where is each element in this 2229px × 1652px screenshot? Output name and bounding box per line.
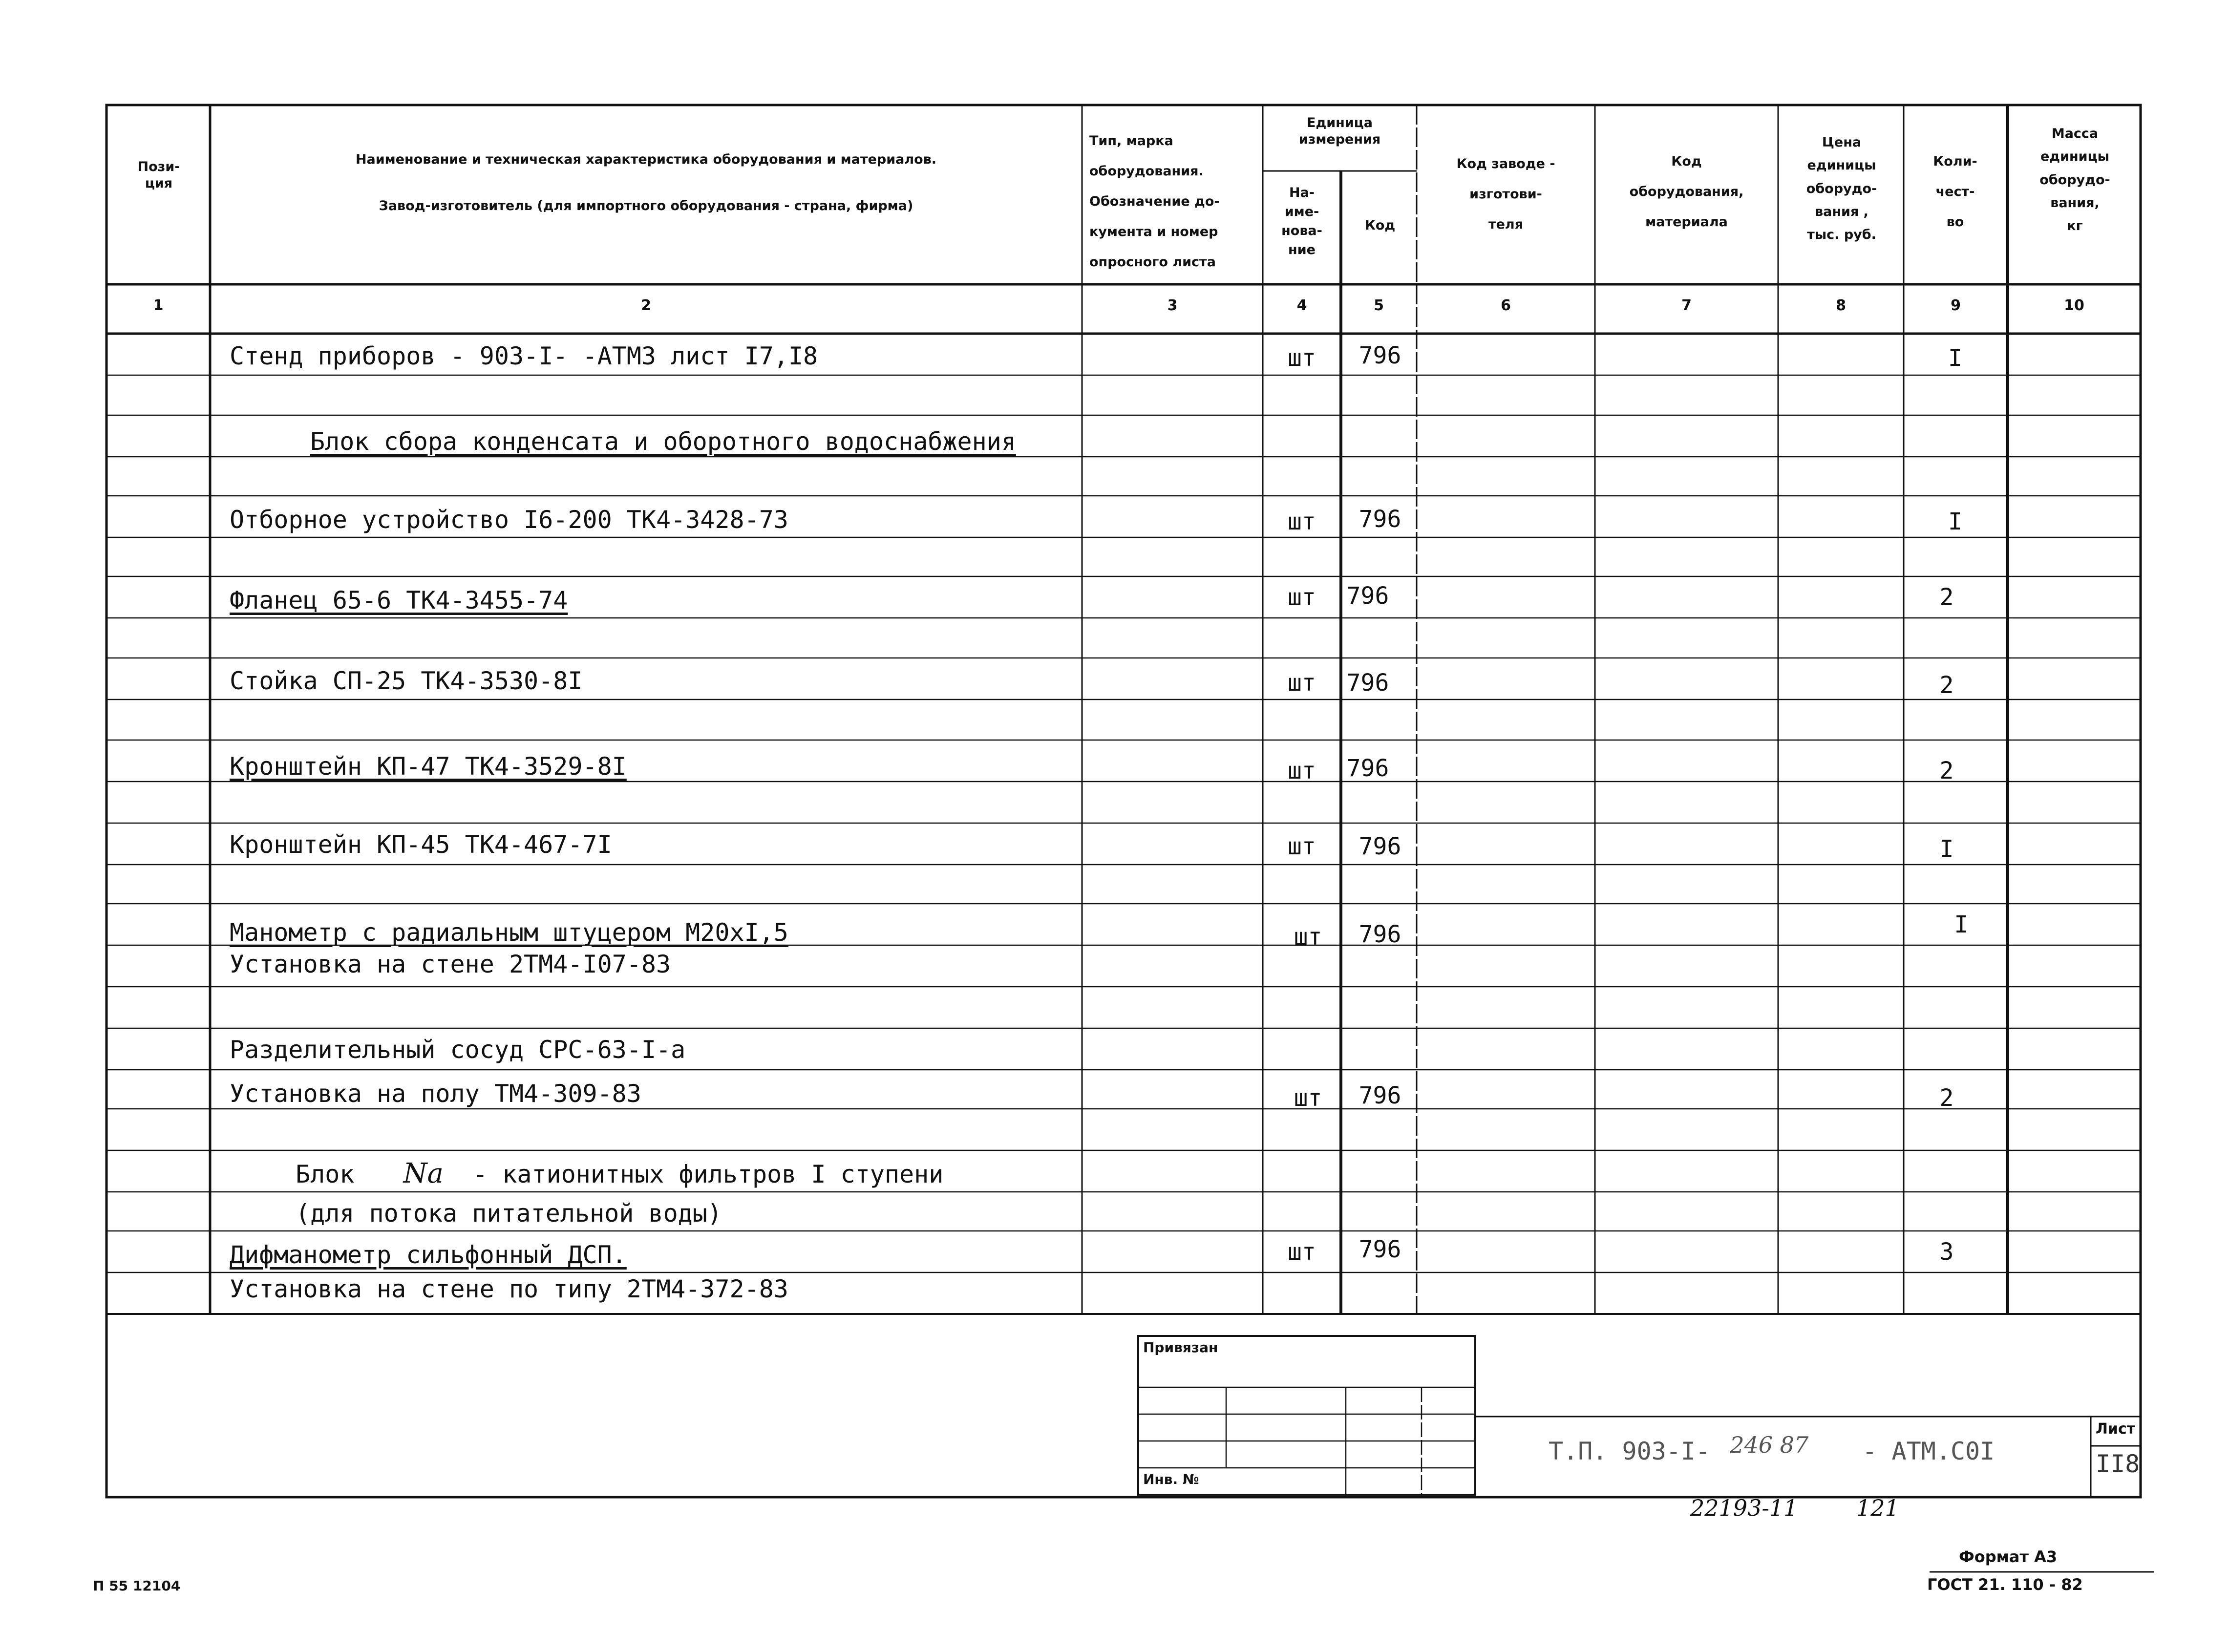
header-type-line: оборудования. — [1089, 164, 1204, 179]
block-heading — [296, 1158, 943, 1189]
section-heading: Блок сбора конденсата и оборотного водоснабжения — [310, 427, 1016, 456]
block-heading-suffix: - катионитных фильтров I ступени — [473, 1160, 944, 1188]
row-unit-code: 796 — [1359, 1082, 1401, 1109]
row-unit: шт — [1294, 1084, 1322, 1112]
row-unit-code: 796 — [1359, 921, 1401, 948]
row-unit: шт — [1294, 923, 1322, 951]
header-quantity: Коли- чест- во — [1933, 154, 1977, 230]
header-equipment-code: Код оборудования, материала — [1629, 154, 1744, 230]
row-description: Дифманометр сильфонный ДСП. — [230, 1241, 627, 1269]
row-unit-code: 796 — [1359, 1236, 1401, 1263]
row-unit: шт — [1288, 1238, 1316, 1266]
header-manufacturer-code: Код заводе - изготови- теля — [1456, 156, 1555, 233]
row-quantity: I — [1954, 911, 1969, 938]
row-unit-code: 796 — [1346, 755, 1389, 782]
column-number: 9 — [1951, 297, 1961, 314]
header-unit-code: Код — [1364, 218, 1396, 233]
row-quantity: I — [1939, 835, 1954, 863]
row-unit-code: 796 — [1359, 342, 1401, 369]
header-type-line: кумента и номер — [1089, 224, 1218, 239]
row-description: (для потока питательной воды) — [296, 1199, 722, 1228]
sodium-symbol: Na — [403, 1158, 444, 1189]
handwritten-number: 22193-11 — [1690, 1495, 1798, 1521]
row-quantity: I — [1948, 508, 1962, 535]
header-type — [1089, 126, 1260, 277]
row-description: Фланец 65-6 ТК4-3455-74 — [230, 586, 568, 614]
row-unit: шт — [1288, 757, 1316, 784]
row-description: Стойка СП-25 ТК4-3530-8I — [230, 667, 583, 695]
row-quantity: 3 — [1939, 1238, 1954, 1266]
header-type-line: Обозначение до- — [1089, 194, 1220, 209]
doc-hand-number: 246 87 — [1730, 1432, 1809, 1458]
row-description: Установка на полу ТМ4-309-83 — [230, 1080, 641, 1108]
row-quantity: 2 — [1939, 584, 1954, 611]
row-quantity: I — [1948, 344, 1962, 372]
header-name-line2: Завод-изготовитель (для импортного оборудования - страна, фирма) — [379, 198, 913, 213]
format-label: Формат А3 — [1959, 1547, 2058, 1566]
handwritten-page: 121 — [1856, 1495, 1899, 1521]
row-description: Разделительный сосуд СРС-63-I-а — [230, 1036, 686, 1064]
header-position: Пози- ция — [137, 159, 180, 191]
row-unit-code: 796 — [1346, 582, 1389, 610]
header-unit-name: На- име- нова- ние — [1281, 185, 1322, 258]
row-unit: шт — [1288, 584, 1316, 611]
block-heading-prefix: Блок — [296, 1160, 355, 1188]
column-number: 8 — [1836, 297, 1846, 314]
column-number: 6 — [1501, 297, 1511, 314]
row-unit: шт — [1288, 344, 1316, 372]
column-number: 3 — [1167, 297, 1178, 314]
row-quantity: 2 — [1939, 757, 1954, 784]
row-unit-code: 796 — [1346, 669, 1389, 697]
row-unit-code: 796 — [1359, 506, 1401, 533]
row-description: Кронштейн КП-47 ТК4-3529-8I — [230, 752, 627, 781]
doc-suffix: - АТМ.С0I — [1862, 1437, 1995, 1465]
column-number: 5 — [1374, 297, 1384, 314]
row-unit: шт — [1288, 669, 1316, 697]
row-description: Отборное устройство I6-200 ТК4-3428-73 — [230, 506, 788, 534]
gost-label: ГОСТ 21. 110 - 82 — [1927, 1575, 2083, 1594]
row-unit: шт — [1288, 833, 1316, 860]
row-unit: шт — [1288, 508, 1316, 535]
left-code: П 55 12104 — [93, 1578, 181, 1594]
header-unit-group: Единица измерения — [1298, 115, 1381, 147]
column-number: 1 — [153, 297, 164, 314]
row-quantity: 2 — [1939, 1084, 1954, 1112]
stamp-inv-label: Инв. № — [1143, 1471, 1199, 1487]
header-type-line: Тип, марка — [1089, 133, 1173, 148]
stamp-bound-label: Привязан — [1143, 1339, 1218, 1355]
column-number: 2 — [641, 297, 651, 314]
row-description: Кронштейн КП-45 ТК4-467-7I — [230, 830, 612, 859]
row-quantity: 2 — [1939, 672, 1954, 699]
column-number: 7 — [1681, 297, 1692, 314]
sheet-label: Лист — [2096, 1420, 2136, 1438]
column-number: 4 — [1296, 297, 1307, 314]
header-type-line: опросного листа — [1089, 254, 1216, 270]
sheet-number: II8 — [2096, 1450, 2140, 1478]
column-number: 10 — [2064, 297, 2084, 314]
document-designation — [1549, 1432, 1995, 1465]
row-description: Стенд приборов - 903-I- -АТМ3 лист I7,I8 — [230, 342, 818, 370]
row-description: Установка на стене 2ТМ4-I07-83 — [230, 950, 671, 978]
header-name-line1: Наименование и техническая характеристика оборудования и материалов. — [355, 152, 937, 167]
header-mass: Масса единицы оборудо- вания, кг — [2039, 126, 2110, 233]
doc-prefix: Т.П. 903-I- — [1549, 1437, 1711, 1465]
row-description: Манометр с радиальным штуцером М20хI,5 — [230, 918, 788, 947]
row-description: Установка на стене по типу 2ТМ4-372-83 — [230, 1275, 788, 1303]
header-price: Цена единицы оборудо- вания , тыс. руб. — [1806, 135, 1877, 242]
row-unit-code: 796 — [1359, 833, 1401, 860]
